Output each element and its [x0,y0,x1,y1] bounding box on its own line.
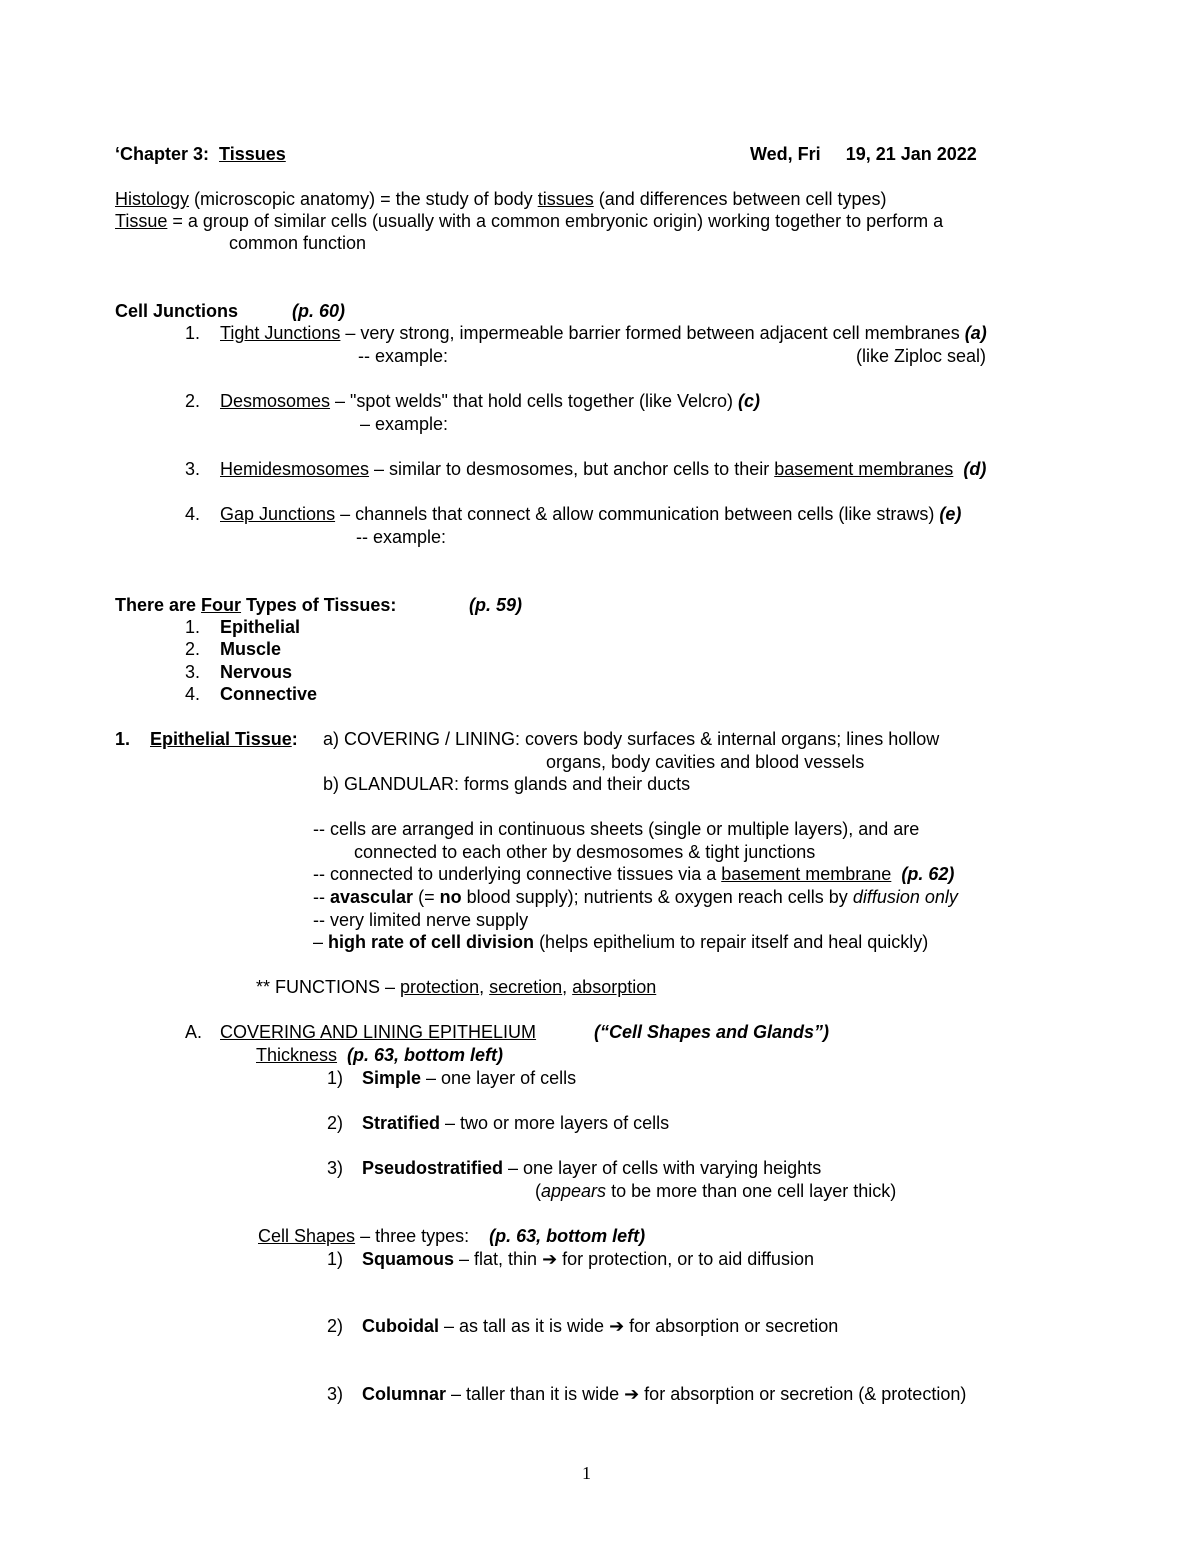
junction-desc: – channels that connect & allow communication between cells (like straws) [335,504,940,524]
chapter-title: Tissues [219,144,286,164]
no-term: no [439,887,462,907]
pseudo-note-text: to be more than one cell layer thick) [606,1181,897,1201]
thickness-heading [256,1044,503,1066]
paren: ( [535,1181,541,1201]
term: Stratified [362,1113,441,1133]
junction-desc: – very strong, impermeable barrier formed between adjacent cell membranes [340,323,965,343]
diffusion-only-term: diffusion only [852,887,958,907]
item-number: 2. [185,639,201,659]
tissue-def: = a group of similar cells (usually with a common embryonic origin) working together to perform a [167,211,944,231]
item-number: 1) [327,1249,344,1269]
term-desc: – one layer of cells with varying heights [503,1158,822,1178]
tissue-term: Tissue [115,211,168,231]
cell-shapes-heading [258,1225,645,1247]
junction-item [185,390,760,412]
figure-tag: (a) [964,323,987,343]
thickness-item [327,1112,669,1134]
item-number: 3) [327,1384,344,1404]
epithelial-number: 1. [115,729,131,749]
types-heading-post: Types of Tissues: [241,595,397,615]
figure-tag: (c) [738,391,761,411]
functions-label: ** FUNCTIONS – [256,977,401,997]
term: Squamous [362,1249,455,1269]
term: Pseudostratified [362,1158,504,1178]
types-heading-pre: There are [115,595,202,615]
shape-item [327,1248,814,1270]
tissue-type-item [185,638,281,660]
thickness-item [327,1067,576,1089]
types-heading [115,594,396,616]
junction-name: Tight Junctions [220,323,341,343]
term-desc: – taller than it is wide ➔ for absorption or secretion (& protection) [446,1384,967,1404]
bullet-dash: – [313,932,329,952]
item-number: 4. [185,504,201,524]
item-number: 1) [327,1068,344,1088]
term: Columnar [362,1384,447,1404]
epithelial-bullet [313,863,954,885]
tissue-type-label: Muscle [220,639,282,659]
tissue-type-label: Nervous [220,662,293,682]
section-a-title: COVERING AND LINING EPITHELIUM [220,1022,537,1042]
cell-division-term: high rate of cell division [328,932,535,952]
separator: , [479,977,490,997]
item-number: 2. [185,391,201,411]
term: Simple [362,1068,422,1088]
histology-tissues: tissues [537,189,594,209]
histology-def: (microscopic anatomy) = the study of body [189,189,538,209]
tissue-type-item [185,661,292,683]
appears-term: appears [541,1181,607,1201]
epithelial-bullet [313,886,958,908]
page-ref: (p. 62) [901,864,955,884]
page-ref: (p. 63, bottom left) [489,1226,646,1246]
covering-line-cont: organs, body cavities and blood vessels [546,752,865,772]
bullet-text: -- connected to underlying connective tissues via a [313,864,722,884]
thickness-label: Thickness [256,1045,338,1065]
tissue-type-item [185,616,300,638]
figure-tag: (e) [939,504,962,524]
tissue-type-label: Epithelial [220,617,301,637]
shape-item [327,1315,838,1337]
junction-example: – example: [360,414,449,434]
bullet-text: blood supply); nutrients & oxygen reach cells by [461,887,853,907]
days: Wed, Fri [750,144,821,164]
item-number: 1. [185,617,201,637]
item-number: 3. [185,662,201,682]
bullet-text: (helps epithelium to repair itself and heal quickly) [534,932,929,952]
function-absorption: absorption [572,977,657,997]
page-number: 1 [582,1463,591,1483]
junction-name: Desmosomes [220,391,331,411]
tissue-type-label: Connective [220,684,318,704]
page-ref: (p. 63, bottom left) [347,1045,504,1065]
shape-item [327,1383,966,1405]
cell-shapes-desc: – three types: [355,1226,470,1246]
histology-def-2: (and differences between cell types) [593,189,887,209]
histology-term: Histology [115,189,190,209]
function-secretion: secretion [489,977,563,997]
covering-line: a) COVERING / LINING: covers body surfaces & internal organs; lines hollow [323,729,940,749]
tissue-line [115,210,943,232]
tissue-type-item [185,683,317,705]
histology-line [115,188,887,210]
section-a-subtitle: (“Cell Shapes and Glands”) [594,1022,830,1042]
bullet-dash: -- [313,887,330,907]
epithelial-bullet [313,931,928,953]
date-line [750,143,977,165]
section-a-letter: A. [185,1022,203,1042]
epithelial-title-colon: : [291,729,298,749]
term-desc: – flat, thin ➔ for protection, or to aid diffusion [454,1249,814,1269]
types-page-ref: (p. 59) [469,595,523,615]
junction-item [185,503,961,525]
functions-line [256,976,656,998]
types-heading-four: Four [201,595,242,615]
epithelial-bullet-cont: connected to each other by desmosomes & tight junctions [354,842,816,862]
junction-name: Gap Junctions [220,504,336,524]
basement-membrane-term: basement membrane [721,864,892,884]
item-number: 3) [327,1158,344,1178]
term: Cuboidal [362,1316,439,1336]
junction-desc: – "spot welds" that hold cells together (like Velcro) [330,391,739,411]
junction-example: -- example: [356,527,447,547]
epithelial-title-text: Epithelial Tissue [150,729,292,749]
tissue-def-cont: common function [229,233,367,253]
junction-name: Hemidesmosomes [220,459,370,479]
term-desc: – as tall as it is wide ➔ for absorption or secretion [439,1316,839,1336]
dates: 19, 21 Jan 2022 [845,144,977,164]
item-number: 1. [185,323,201,343]
epithelial-title [150,728,298,750]
junction-example-note: (like Ziploc seal) [856,346,987,366]
epithelial-bullet: -- very limited nerve supply [313,910,529,930]
item-number: 4. [185,684,201,704]
function-protection: protection [400,977,480,997]
chapter-heading [115,143,286,165]
chapter-prefix: ‘Chapter 3: [115,144,210,164]
junction-desc: – similar to desmosomes, but anchor cells to their [369,459,775,479]
junctions-heading: Cell Junctions [115,301,239,321]
thickness-item [327,1157,821,1179]
item-number: 2) [327,1113,344,1133]
item-number: 3. [185,459,201,479]
pseudo-note [535,1180,896,1202]
figure-tag: (d) [963,459,987,479]
junction-example: -- example: [358,346,449,366]
glandular-line: b) GLANDULAR: forms glands and their ducts [323,774,691,794]
term-desc: – one layer of cells [421,1068,577,1088]
junction-item [185,322,987,344]
term-desc: – two or more layers of cells [440,1113,670,1133]
bullet-text: (= [413,887,440,907]
avascular-term: avascular [330,887,414,907]
junctions-page-ref: (p. 60) [292,301,346,321]
epithelial-bullet: -- cells are arranged in continuous sheets (single or multiple layers), and are [313,819,920,839]
junction-item [185,458,986,480]
separator: , [562,977,573,997]
item-number: 2) [327,1316,344,1336]
cell-shapes-label: Cell Shapes [258,1226,356,1246]
basement-membranes-term: basement membranes [774,459,954,479]
